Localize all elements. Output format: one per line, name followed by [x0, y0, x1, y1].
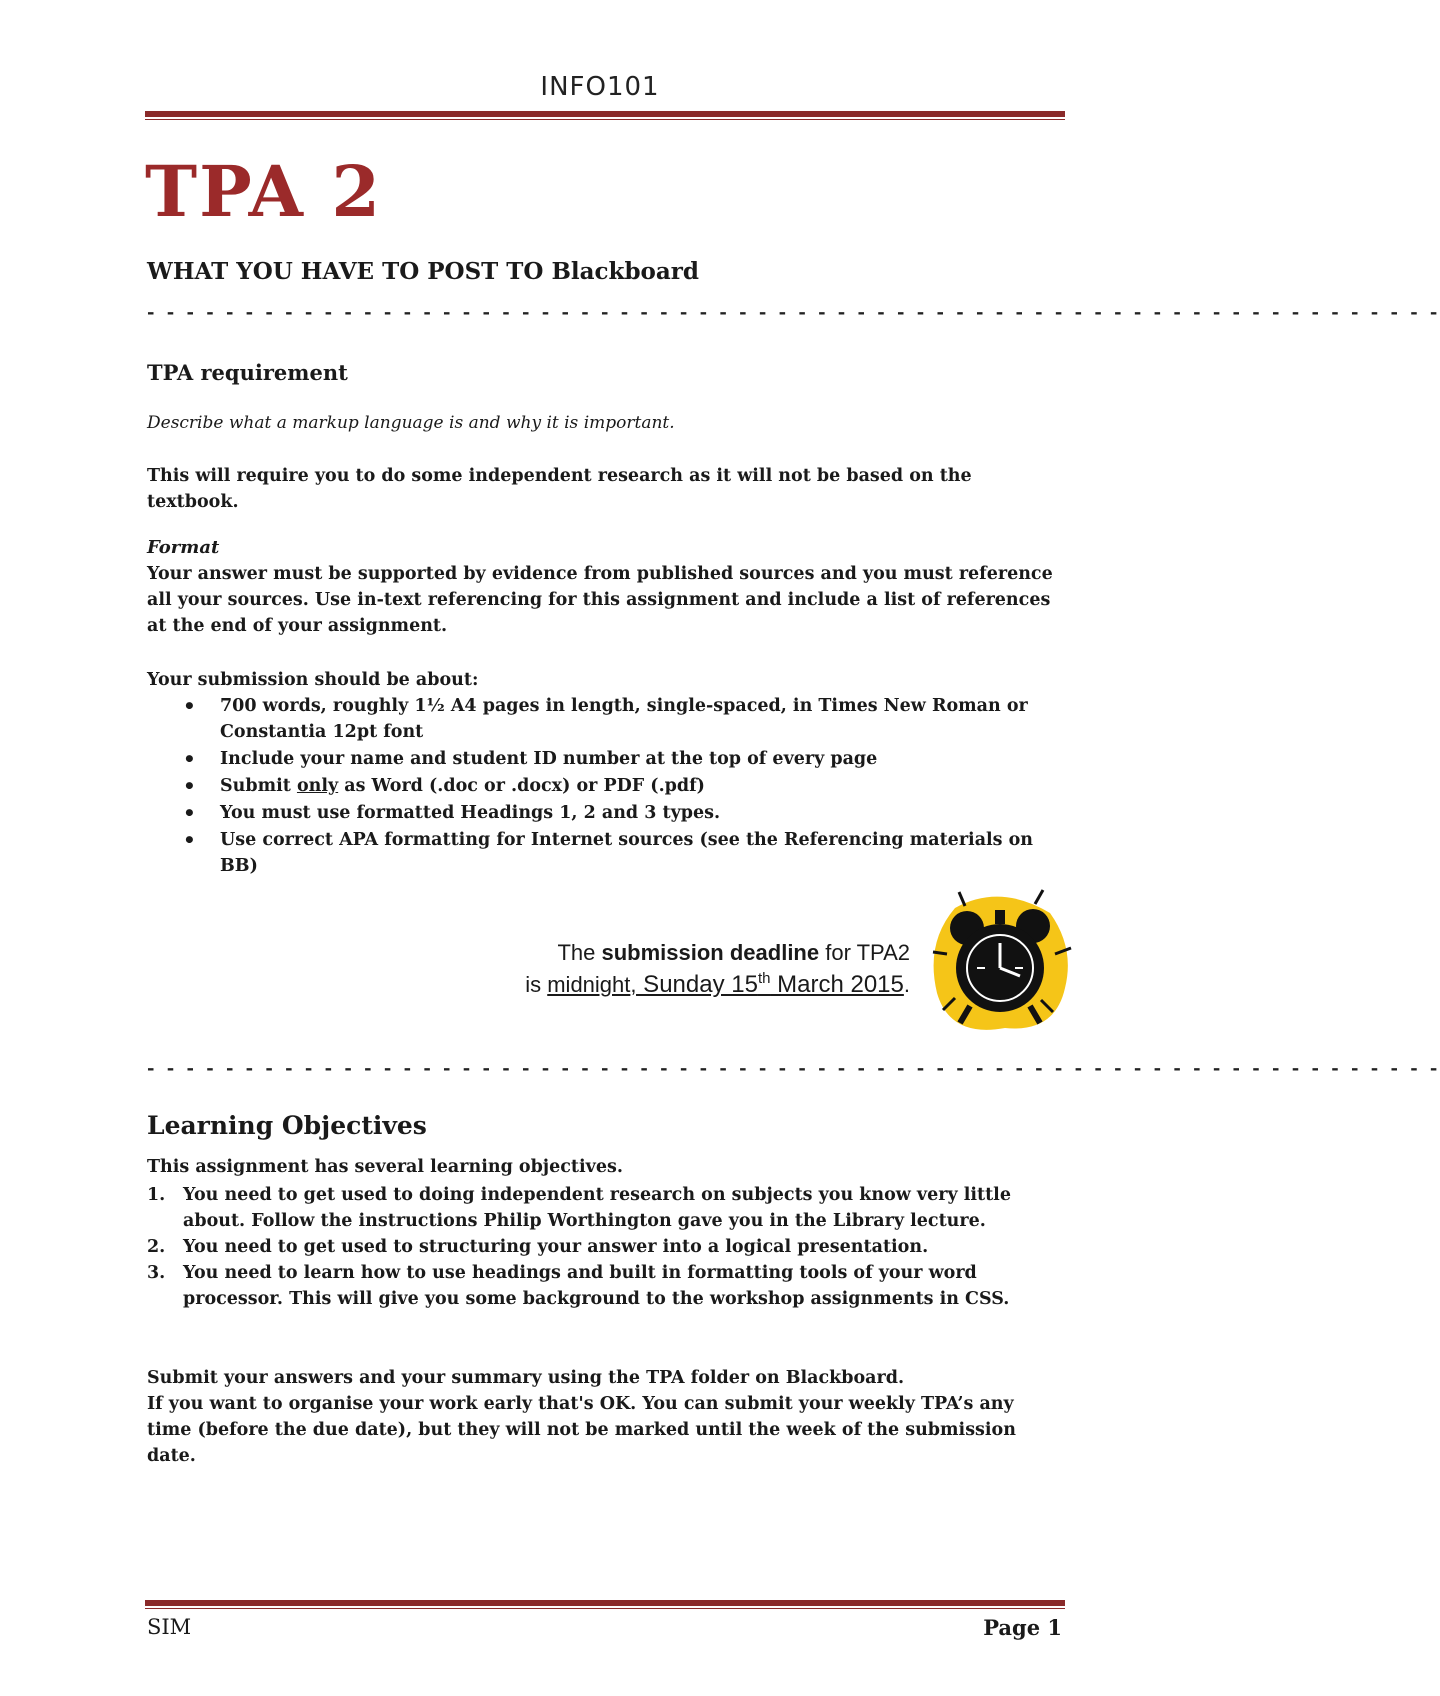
- document-title: TPA 2: [145, 150, 383, 233]
- list-item-text: Include your name and student ID number at the top of every page: [220, 749, 878, 769]
- list-number: 3.: [147, 1263, 166, 1283]
- deadline-date: [637, 971, 904, 998]
- footer-rule-thin: [145, 1608, 1065, 1609]
- list-item-text: You need to learn how to use headings and built in formatting tools of your word processor. This will give you some background to the workshop assignments in CSS.: [183, 1263, 1010, 1309]
- list-item: • Use correct APA formatting for Internet sources (see the Referencing materials on BB): [180, 827, 1060, 879]
- list-item: [180, 746, 1060, 772]
- deadline-comma: ,: [630, 972, 637, 997]
- header-rule-thin: [145, 119, 1065, 120]
- list-item-text: You need to get used to doing independent research on subjects you know very little about. Follow the instructions Philip Worthington gave you in the Library lecture.: [183, 1185, 1011, 1231]
- objectives-heading: Learning Objectives: [147, 1111, 427, 1140]
- requirement-task: Describe what a markup language is and why it is important.: [147, 413, 675, 433]
- submission-bullets: [180, 693, 1060, 880]
- deadline-bold: submission deadline: [601, 940, 820, 965]
- deadline-text: for TPA2: [819, 940, 910, 965]
- list-item: • You must use formatted Headings 1, 2 and 3 types.: [180, 800, 1060, 826]
- page-header: INFO101: [540, 72, 660, 102]
- deadline-month-year: March 2015: [770, 971, 904, 998]
- list-item: [147, 1260, 1047, 1312]
- submit-formats: as Word (.doc or .docx) or PDF (.pdf): [338, 776, 705, 796]
- list-item: [147, 1234, 1047, 1260]
- format-text: Your answer must be supported by evidence from published sources and you must reference all your sources. Use in-text referencing for this assignment and include a list of references at the end of your assignment.: [147, 564, 1053, 636]
- deadline-midnight: midnight: [547, 972, 631, 997]
- list-number: 2.: [147, 1237, 166, 1257]
- deadline-period: .: [903, 972, 910, 997]
- deadline-ordinal: th: [757, 970, 771, 987]
- closing-line-1: Submit your answers and your summary using the TPA folder on Blackboard.: [147, 1368, 905, 1388]
- deadline-notice: [525, 940, 910, 999]
- footer-institution: SIM: [147, 1615, 192, 1639]
- format-label: Format: [147, 537, 220, 558]
- deadline-text: is: [525, 972, 548, 997]
- footer-rule: [145, 1600, 1065, 1606]
- closing-line-2: If you want to organise your work early that's OK. You can submit your weekly TPA’s any time (before the due date), but they will not be marked until the week of the submission date.: [147, 1394, 1016, 1466]
- alarm-clock-icon: [925, 888, 1075, 1038]
- requirement-note: This will require you to do some independent research as it will not be based on the textbook.: [147, 466, 972, 512]
- dashed-separator: - - - - - - - - - - - - - - - - - - - - - - - - - - - - - - - - - - - - - - - - - - - - - - - - - - - - - - - - - - - - - - - - - -: [147, 1058, 1440, 1079]
- footer-page-number: Page 1: [983, 1615, 1062, 1640]
- list-item-text: You need to get used to structuring your answer into a logical presentation.: [183, 1237, 929, 1257]
- deadline-text: The: [557, 940, 602, 965]
- dashed-separator: - - - - - - - - - - - - - - - - - - - - - - - - - - - - - - - - - - - - - - - - - - - - - - - - - - - - - - - - - - - - - - - - - -: [147, 302, 1440, 323]
- submit-label: Submit: [220, 776, 291, 796]
- objectives-intro: This assignment has several learning objectives.: [147, 1157, 623, 1177]
- objectives-list: [147, 1182, 1047, 1312]
- deadline-day: Sunday 15: [636, 971, 758, 998]
- header-rule: [145, 111, 1065, 117]
- list-item: [147, 1182, 1047, 1234]
- list-item: • 700 words, roughly 1½ A4 pages in length, single-spaced, in Times New Roman or Constantia 12pt font: [180, 693, 1060, 745]
- document-subtitle: WHAT YOU HAVE TO POST TO Blackboard: [147, 258, 699, 285]
- only-emphasis: only: [296, 776, 339, 796]
- submission-intro: Your submission should be about:: [147, 670, 479, 690]
- list-number: 1.: [147, 1185, 166, 1205]
- list-item: [180, 773, 1060, 799]
- requirement-heading: TPA requirement: [147, 360, 348, 385]
